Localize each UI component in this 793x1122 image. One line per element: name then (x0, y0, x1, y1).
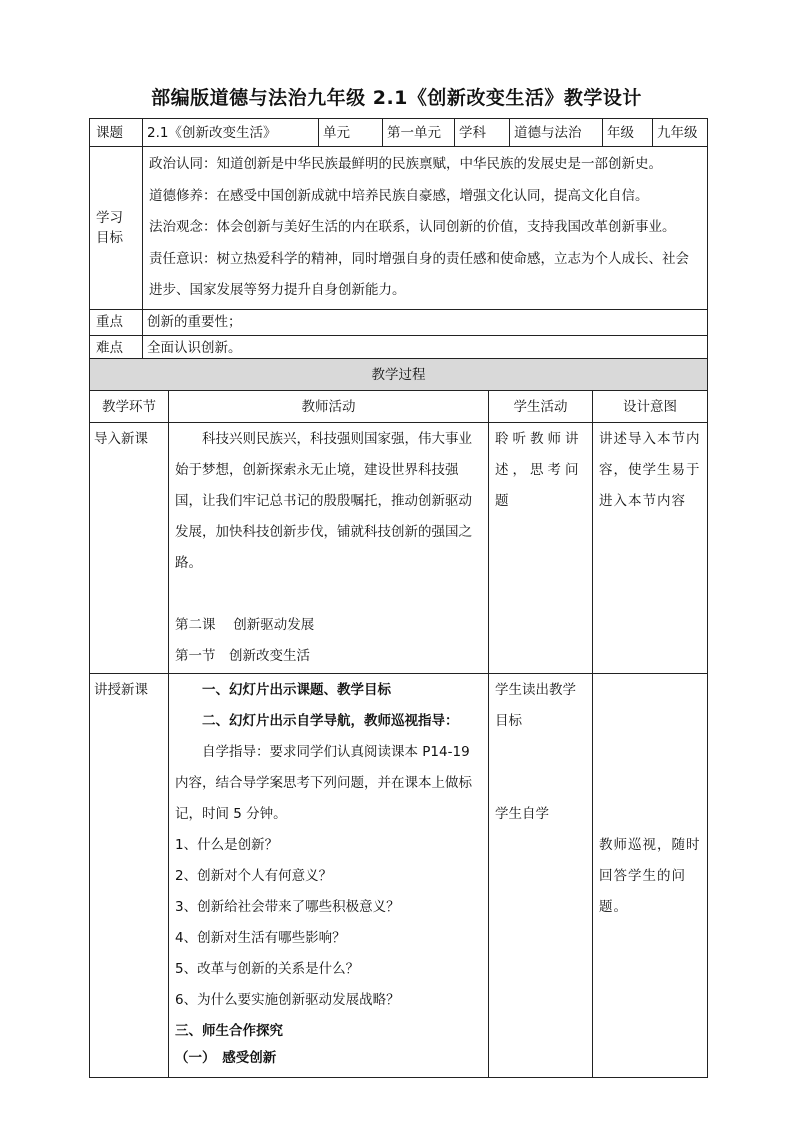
question-3: 3、创新给社会带来了哪些积极意义？ (175, 899, 400, 915)
intro-intent-text: 讲述导入本节内容，使学生易于进入本节内容 (599, 431, 701, 509)
intro-section-line: 第一节 创新改变生活 (175, 648, 310, 664)
lesson-info-row (90, 119, 708, 147)
new-step1: 一、幻灯片出示课题、教学目标 (202, 682, 391, 698)
new-stage: 讲授新课 (90, 674, 169, 1078)
new-step3: 三、师生合作探究 (175, 1023, 283, 1039)
intro-teacher (169, 423, 489, 674)
question-1: 1、什么是创新？ (175, 837, 279, 853)
question-5: 5、改革与创新的关系是什么？ (175, 961, 360, 977)
objective-moral: 道德修养：在感受中国创新成就中培养民族自豪感，增强文化认同，提高文化自信。 (149, 187, 649, 204)
question-6: 6、为什么要实施创新驱动发展战略？ (175, 992, 400, 1008)
intro-teacher-text: 科技兴则民族兴，科技强则国家强，伟大事业始于梦想，创新探索永无止境，建设世界科技强国，让我们牢记总书记的殷殷嘱托，推动创新驱动发展，加快科技创新步伐，铺就科技创新的强国之路。 (175, 431, 472, 571)
new-step2: 二、幻灯片出示自学导航，教师巡视指导： (202, 713, 459, 729)
new-intent (593, 674, 708, 1078)
lesson-info-table (89, 118, 708, 362)
key-point-row (90, 309, 708, 335)
difficulty-label: 难点 (90, 335, 143, 361)
objectives-content (143, 147, 708, 310)
new-student (489, 674, 593, 1078)
intro-row (90, 423, 708, 674)
col-intent: 设计意图 (593, 391, 708, 423)
new-lesson-row (90, 674, 708, 1078)
new-teacher (169, 674, 489, 1078)
new-guide: 自学指导：要求同学们认真阅读课本 P14-19 内容，结合导学案思考下列问题，并在课本上做标记，时间 5 分钟。 (175, 744, 472, 822)
unit-value: 第一单元 (383, 119, 455, 147)
subject-value: 道德与法治 (510, 119, 603, 147)
new-sub1: （一） 感受创新 (175, 1050, 277, 1066)
intro-student (489, 423, 593, 674)
process-header-row (90, 359, 708, 391)
question-4: 4、创新对生活有哪些影响？ (175, 930, 346, 946)
objective-law: 法治观念：体会创新与美好生活的内在联系，认同创新的价值，支持我国改革创新事业。 (149, 219, 676, 235)
objectives-label-line1: 学习 (96, 209, 123, 226)
process-header: 教学过程 (90, 359, 708, 391)
new-intent-2: 教师巡视，随时回答学生的问题。 (599, 837, 701, 915)
objective-political: 政治认同：知道创新是中华民族最鲜明的民族禀赋，中华民族的发展史是一部创新史。 (149, 156, 662, 172)
col-student: 学生活动 (489, 391, 593, 423)
objectives-label-line2: 目标 (96, 229, 123, 246)
objectives-label (90, 147, 143, 310)
subject-label: 学科 (455, 119, 510, 147)
teaching-process-table (89, 358, 708, 1078)
key-point-label: 重点 (90, 309, 143, 335)
intro-stage: 导入新课 (90, 423, 169, 674)
new-student-2: 学生自学 (495, 806, 549, 822)
key-point-value: 创新的重要性； (143, 309, 708, 335)
new-student-1: 学生读出教学目标 (495, 682, 576, 729)
document-title: 部编版道德与法治九年级 2.1《创新改变生活》教学设计 (151, 87, 642, 109)
unit-label: 单元 (319, 119, 383, 147)
objective-responsibility: 责任意识：树立热爱科学的精神，同时增强自身的责任感和使命感，立志为个人成长、社会进步、国家发展等努力提升自身创新能力。 (149, 250, 689, 298)
lesson-label: 课题 (90, 119, 143, 147)
lesson-value: 2.1《创新改变生活》 (143, 119, 319, 147)
difficulty-value: 全面认识创新。 (143, 335, 708, 361)
col-stage: 教学环节 (90, 391, 169, 423)
grade-value: 九年级 (653, 119, 708, 147)
intro-student-text: 聆听教师讲述，思考问题 (495, 431, 583, 509)
objectives-row (90, 147, 708, 310)
intro-lesson-line: 第二课 创新驱动发展 (175, 617, 315, 633)
process-columns-row (90, 391, 708, 423)
question-2: 2、创新对个人有何意义？ (175, 868, 333, 884)
col-teacher: 教师活动 (169, 391, 489, 423)
grade-label: 年级 (603, 119, 653, 147)
intro-intent (593, 423, 708, 674)
